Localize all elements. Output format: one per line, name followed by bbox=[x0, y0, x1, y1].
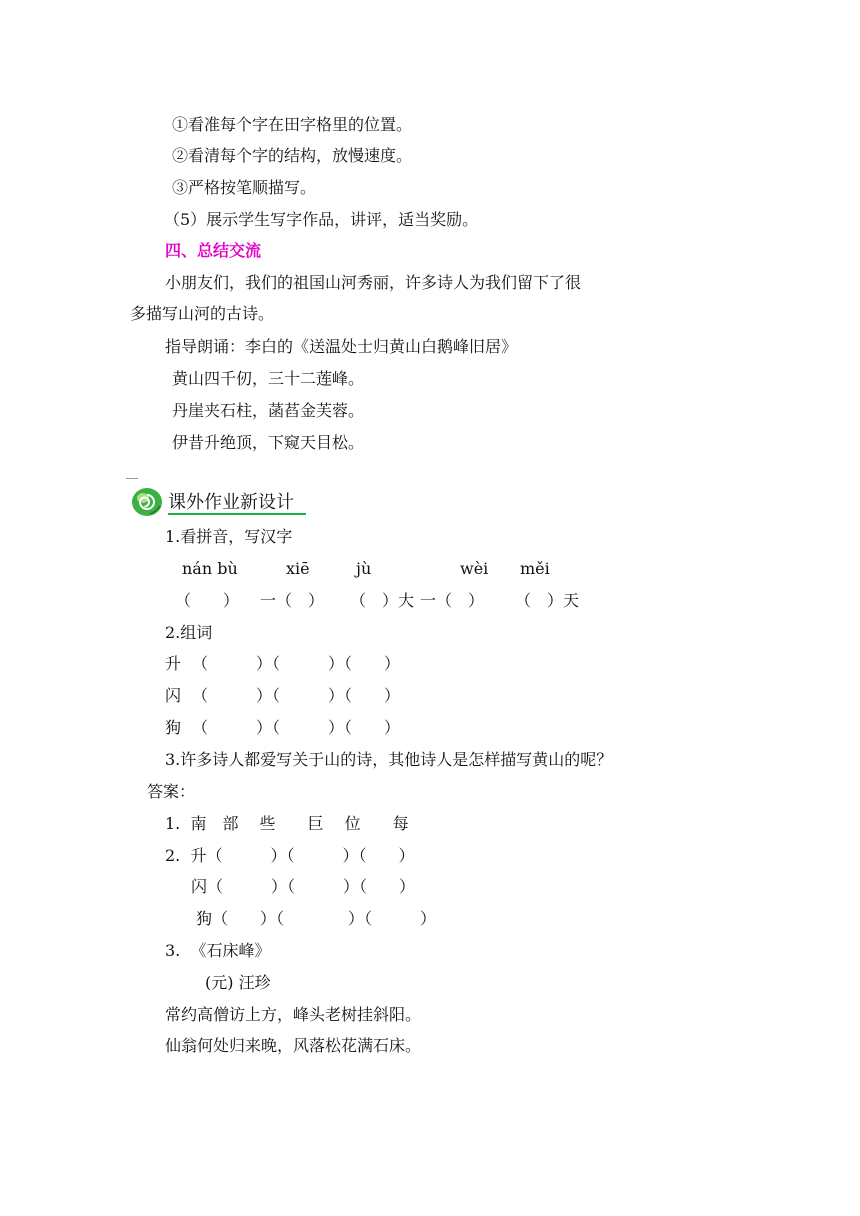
pinyin-2: xiē bbox=[286, 559, 310, 578]
q2-blanks-3: （ ）（ ）（ ） bbox=[192, 718, 401, 737]
green-spiral-leaf-icon bbox=[130, 486, 164, 518]
answer-2-row-1: 2. 升（ ）（ ）（ ） bbox=[165, 846, 415, 865]
q2-blanks-1: （ ）（ ）（ ） bbox=[192, 654, 401, 673]
poem-line-3: 伊昔升绝顶，下窥天目松。 bbox=[172, 433, 365, 452]
pinyin-4: wèi bbox=[460, 559, 489, 578]
poem-line-1: 黄山四千仞，三十二莲峰。 bbox=[172, 369, 365, 388]
instruction-3: ③严格按笔顺描写。 bbox=[172, 178, 317, 197]
section-heading: 四、总结交流 bbox=[165, 241, 262, 260]
q2-blanks-2: （ ）（ ）（ ） bbox=[192, 686, 401, 705]
homework-title-underline bbox=[168, 513, 306, 515]
q2-char-1: 升 bbox=[165, 654, 182, 673]
pinyin-3: jù bbox=[356, 559, 372, 578]
poem-line-2: 丹崖夹石柱，菡萏金芙蓉。 bbox=[172, 401, 365, 420]
answer-poem-line-2: 仙翁何处归来晚，风落松花满石床。 bbox=[165, 1036, 422, 1055]
poem-author: (元) 汪珍 bbox=[205, 973, 271, 992]
q2-char-3: 狗 bbox=[165, 718, 182, 737]
blank-5: （ ）天 bbox=[515, 591, 580, 610]
q2-char-2: 闪 bbox=[165, 686, 182, 705]
answer-poem-line-1: 常约高僧访上方，峰头老树挂斜阳。 bbox=[165, 1005, 422, 1024]
question-1-title: 1.看拼音，写汉字 bbox=[165, 527, 293, 546]
answer-2-row-3: 狗（ ）（ ）（ ） bbox=[196, 909, 437, 928]
answer-1: 1. 南 部 些 巨 位 每 bbox=[165, 814, 409, 833]
pinyin-5: měi bbox=[520, 559, 550, 578]
instruction-1: ①看准每个字在田字格里的位置。 bbox=[172, 115, 413, 134]
paragraph-line-1: 小朋友们，我们的祖国山河秀丽，许多诗人为我们留下了很 bbox=[165, 273, 582, 292]
divider bbox=[126, 478, 138, 479]
blank-1: （ ） bbox=[175, 591, 240, 610]
homework-title: 课外作业新设计 bbox=[168, 492, 294, 513]
instruction-2: ②看清每个字的结构，放慢速度。 bbox=[172, 146, 413, 165]
question-2-title: 2.组词 bbox=[165, 623, 213, 642]
pinyin-1: nán bù bbox=[182, 559, 238, 578]
paragraph-line-2: 多描写山河的古诗。 bbox=[130, 304, 275, 323]
answers-label: 答案： bbox=[147, 782, 196, 801]
blank-4: 一（ ） bbox=[420, 591, 485, 610]
instruction-4: （5）展示学生写字作品，讲评，适当奖励。 bbox=[164, 210, 479, 229]
guide-line: 指导朗诵：李白的《送温处士归黄山白鹅峰旧居》 bbox=[165, 337, 518, 356]
blank-3: （ ）大 bbox=[350, 591, 415, 610]
answer-2-row-2: 闪（ ）（ ）（ ） bbox=[191, 877, 416, 896]
blank-2: 一（ ） bbox=[260, 591, 325, 610]
answer-3-title: 3. 《石床峰》 bbox=[165, 941, 271, 960]
question-3-title: 3.许多诗人都爱写关于山的诗，其他诗人是怎样描写黄山的呢？ bbox=[165, 750, 613, 769]
